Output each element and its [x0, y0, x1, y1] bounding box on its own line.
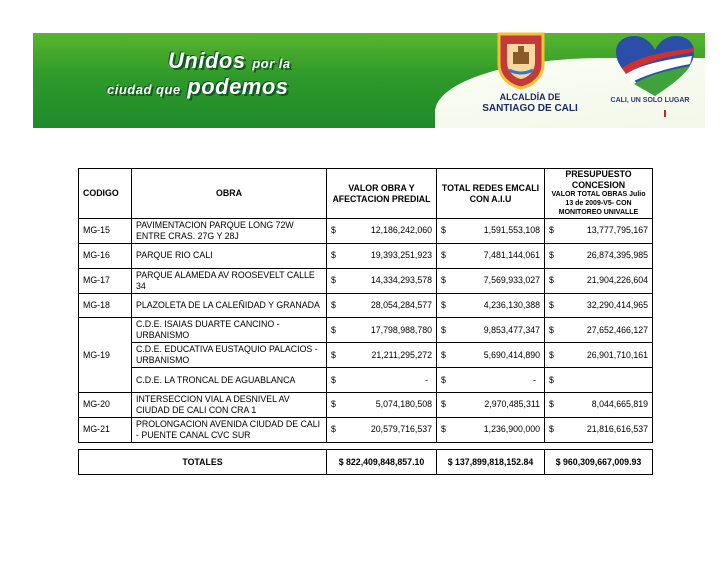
cell-obra: INTERSECCION VIAL A DESNIVEL AV CIUDAD DE CALI CON CRA 1	[132, 393, 327, 418]
header-presupuesto-note: VALOR TOTAL OBRAS Julio 13 de 2009-V5- CON MONITOREO UNIVALLE	[551, 191, 646, 216]
slogan-line-1	[168, 48, 291, 74]
cell-codigo: MG-18	[79, 293, 132, 318]
cali-coat-of-arms-icon	[495, 30, 547, 90]
budget-table	[78, 168, 653, 475]
amount: 8,044,665,819	[591, 399, 648, 410]
table-row	[79, 293, 653, 318]
amount: 21,816,616,537	[586, 424, 648, 435]
cell-redes	[437, 417, 545, 442]
cell-presupuesto	[545, 318, 653, 343]
currency-sign: $	[441, 250, 446, 261]
table-row	[79, 368, 653, 393]
currency-sign: $	[549, 324, 554, 335]
table-row	[79, 243, 653, 268]
cell-obra: PARQUE RIO CALI	[132, 243, 327, 268]
amount: 9,853,477,347	[483, 324, 540, 335]
cell-valor	[327, 343, 437, 368]
cell-redes	[437, 219, 545, 244]
header-redes: TOTAL REDES EMCALI CON A.I.U	[437, 169, 545, 219]
cali-tagline: CALI, UN SOLO LUGAR	[610, 97, 690, 104]
cell-valor	[327, 393, 437, 418]
cell-redes	[437, 318, 545, 343]
table-header-row	[79, 169, 653, 219]
slogan-line-2	[107, 74, 289, 100]
cell-redes	[437, 368, 545, 393]
totals-presupuesto: $ 960,309,667,009.93	[545, 449, 653, 474]
cell-obra: C.D.E. ISAIAS DUARTE CANCINO - URBANISMO	[132, 318, 327, 343]
cell-obra: PAVIMENTACION PARQUE LONG 72W ENTRE CRAS. 27G Y 28J	[132, 219, 327, 244]
cell-obra: PARQUE ALAMEDA AV ROOSEVELT CALLE 34	[132, 268, 327, 293]
slogan-por-la: por la	[252, 56, 291, 71]
cell-codigo: MG-21	[79, 417, 132, 442]
cell-presupuesto	[545, 417, 653, 442]
header-obra: OBRA	[132, 169, 327, 219]
amount: 14,334,293,578	[370, 275, 432, 286]
cell-codigo: MG-17	[79, 268, 132, 293]
header-valor: VALOR OBRA Y AFECTACION PREDIAL	[327, 169, 437, 219]
slogan-unidos: Unidos	[168, 48, 246, 73]
header-presupuesto-title: PRESUPUESTO CONCESION	[565, 169, 632, 191]
cell-presupuesto	[545, 243, 653, 268]
amount: 32,290,414,965	[586, 300, 648, 311]
currency-sign: $	[331, 250, 336, 261]
currency-sign: $	[331, 225, 336, 236]
amount: 1,591,553,108	[483, 225, 540, 236]
cell-obra: PLAZOLETA DE LA CALEÑIDAD Y GRANADA	[132, 293, 327, 318]
amount: 20,579,716,537	[370, 424, 432, 435]
table-spacer-row	[79, 442, 653, 449]
currency-sign: $	[441, 275, 446, 286]
currency-sign: $	[549, 275, 554, 286]
cell-presupuesto	[545, 219, 653, 244]
cell-valor	[327, 268, 437, 293]
currency-sign: $	[441, 324, 446, 335]
table-row	[79, 393, 653, 418]
amount: 5,074,180,508	[375, 399, 432, 410]
header-codigo: CODIGO	[79, 169, 132, 219]
amount: -	[533, 374, 536, 385]
cell-valor	[327, 293, 437, 318]
currency-sign: $	[331, 399, 336, 410]
cell-presupuesto	[545, 368, 653, 393]
amount: -	[425, 374, 428, 385]
currency-sign: $	[331, 424, 336, 435]
santiago-de-cali-label: SANTIAGO DE CALI	[482, 103, 578, 114]
amount: 19,393,251,923	[370, 250, 432, 261]
currency-sign: $	[549, 225, 554, 236]
cell-codigo: MG-20	[79, 393, 132, 418]
amount: 26,874,395,985	[586, 250, 648, 261]
totals-label: TOTALES	[79, 449, 327, 474]
currency-sign: $	[549, 300, 554, 311]
currency-sign: $	[331, 275, 336, 286]
amount: 4,236,130,388	[483, 300, 540, 311]
currency-sign: $	[549, 349, 554, 360]
cell-codigo-mg19: MG-19	[79, 318, 132, 393]
currency-sign: $	[549, 374, 554, 385]
totals-redes: $ 137,899,818,152.84	[437, 449, 545, 474]
amount: 1,236,900,000	[483, 424, 540, 435]
cell-redes	[437, 343, 545, 368]
cell-obra: C.D.E. LA TRONCAL DE AGUABLANCA	[132, 368, 327, 393]
table-row	[79, 219, 653, 244]
currency-sign: $	[549, 399, 554, 410]
cell-codigo: MG-16	[79, 243, 132, 268]
cell-redes	[437, 293, 545, 318]
cell-valor	[327, 318, 437, 343]
cell-presupuesto	[545, 343, 653, 368]
currency-sign: $	[441, 424, 446, 435]
cell-presupuesto	[545, 268, 653, 293]
amount: 7,569,933,027	[483, 275, 540, 286]
cell-presupuesto	[545, 293, 653, 318]
currency-sign: $	[441, 225, 446, 236]
table-row	[79, 343, 653, 368]
cell-obra: C.D.E. EDUCATIVA EUSTAQUIO PALACIOS - URBANISMO	[132, 343, 327, 368]
cell-codigo: MG-15	[79, 219, 132, 244]
red-accent-mark	[664, 110, 666, 117]
cell-redes	[437, 268, 545, 293]
cell-valor	[327, 417, 437, 442]
amount: 17,798,988,780	[370, 324, 432, 335]
amount: 28,054,284,577	[370, 300, 432, 311]
amount: 13,777,795,167	[586, 225, 648, 236]
currency-sign: $	[441, 374, 446, 385]
slogan-podemos: podemos	[187, 74, 289, 99]
amount: 5,690,414,890	[483, 349, 540, 360]
currency-sign: $	[441, 349, 446, 360]
amount: 26,901,710,161	[586, 349, 648, 360]
currency-sign: $	[549, 250, 554, 261]
cali-heart-logo-icon	[612, 34, 698, 100]
cell-presupuesto	[545, 393, 653, 418]
totals-row	[79, 449, 653, 474]
currency-sign: $	[331, 324, 336, 335]
currency-sign: $	[549, 424, 554, 435]
currency-sign: $	[441, 300, 446, 311]
cell-redes	[437, 243, 545, 268]
table-row	[79, 318, 653, 343]
amount: 21,211,295,272	[371, 349, 432, 360]
currency-sign: $	[331, 349, 336, 360]
alcaldia-label: ALCALDÍA DE	[499, 92, 561, 102]
currency-sign: $	[331, 374, 336, 385]
cell-valor	[327, 243, 437, 268]
amount: 27,652,466,127	[586, 324, 648, 335]
spacer-cell	[79, 442, 653, 449]
amount: 2,970,485,311	[484, 399, 540, 410]
cell-obra: PROLONGACION AVENIDA CIUDAD DE CALI - PUENTE CANAL CVC SUR	[132, 417, 327, 442]
amount: 12,186,242,060	[370, 225, 432, 236]
totals-valor: $ 822,409,848,857.10	[327, 449, 437, 474]
header-presupuesto	[545, 169, 653, 219]
cell-valor	[327, 368, 437, 393]
currency-sign: $	[441, 399, 446, 410]
table-row	[79, 417, 653, 442]
cell-redes	[437, 393, 545, 418]
currency-sign: $	[331, 300, 336, 311]
cell-valor	[327, 219, 437, 244]
amount: 21,904,226,604	[586, 275, 648, 286]
table-row	[79, 268, 653, 293]
amount: 7,481,144,061	[483, 250, 540, 261]
slogan-ciudad-que: ciudad que	[107, 82, 181, 97]
